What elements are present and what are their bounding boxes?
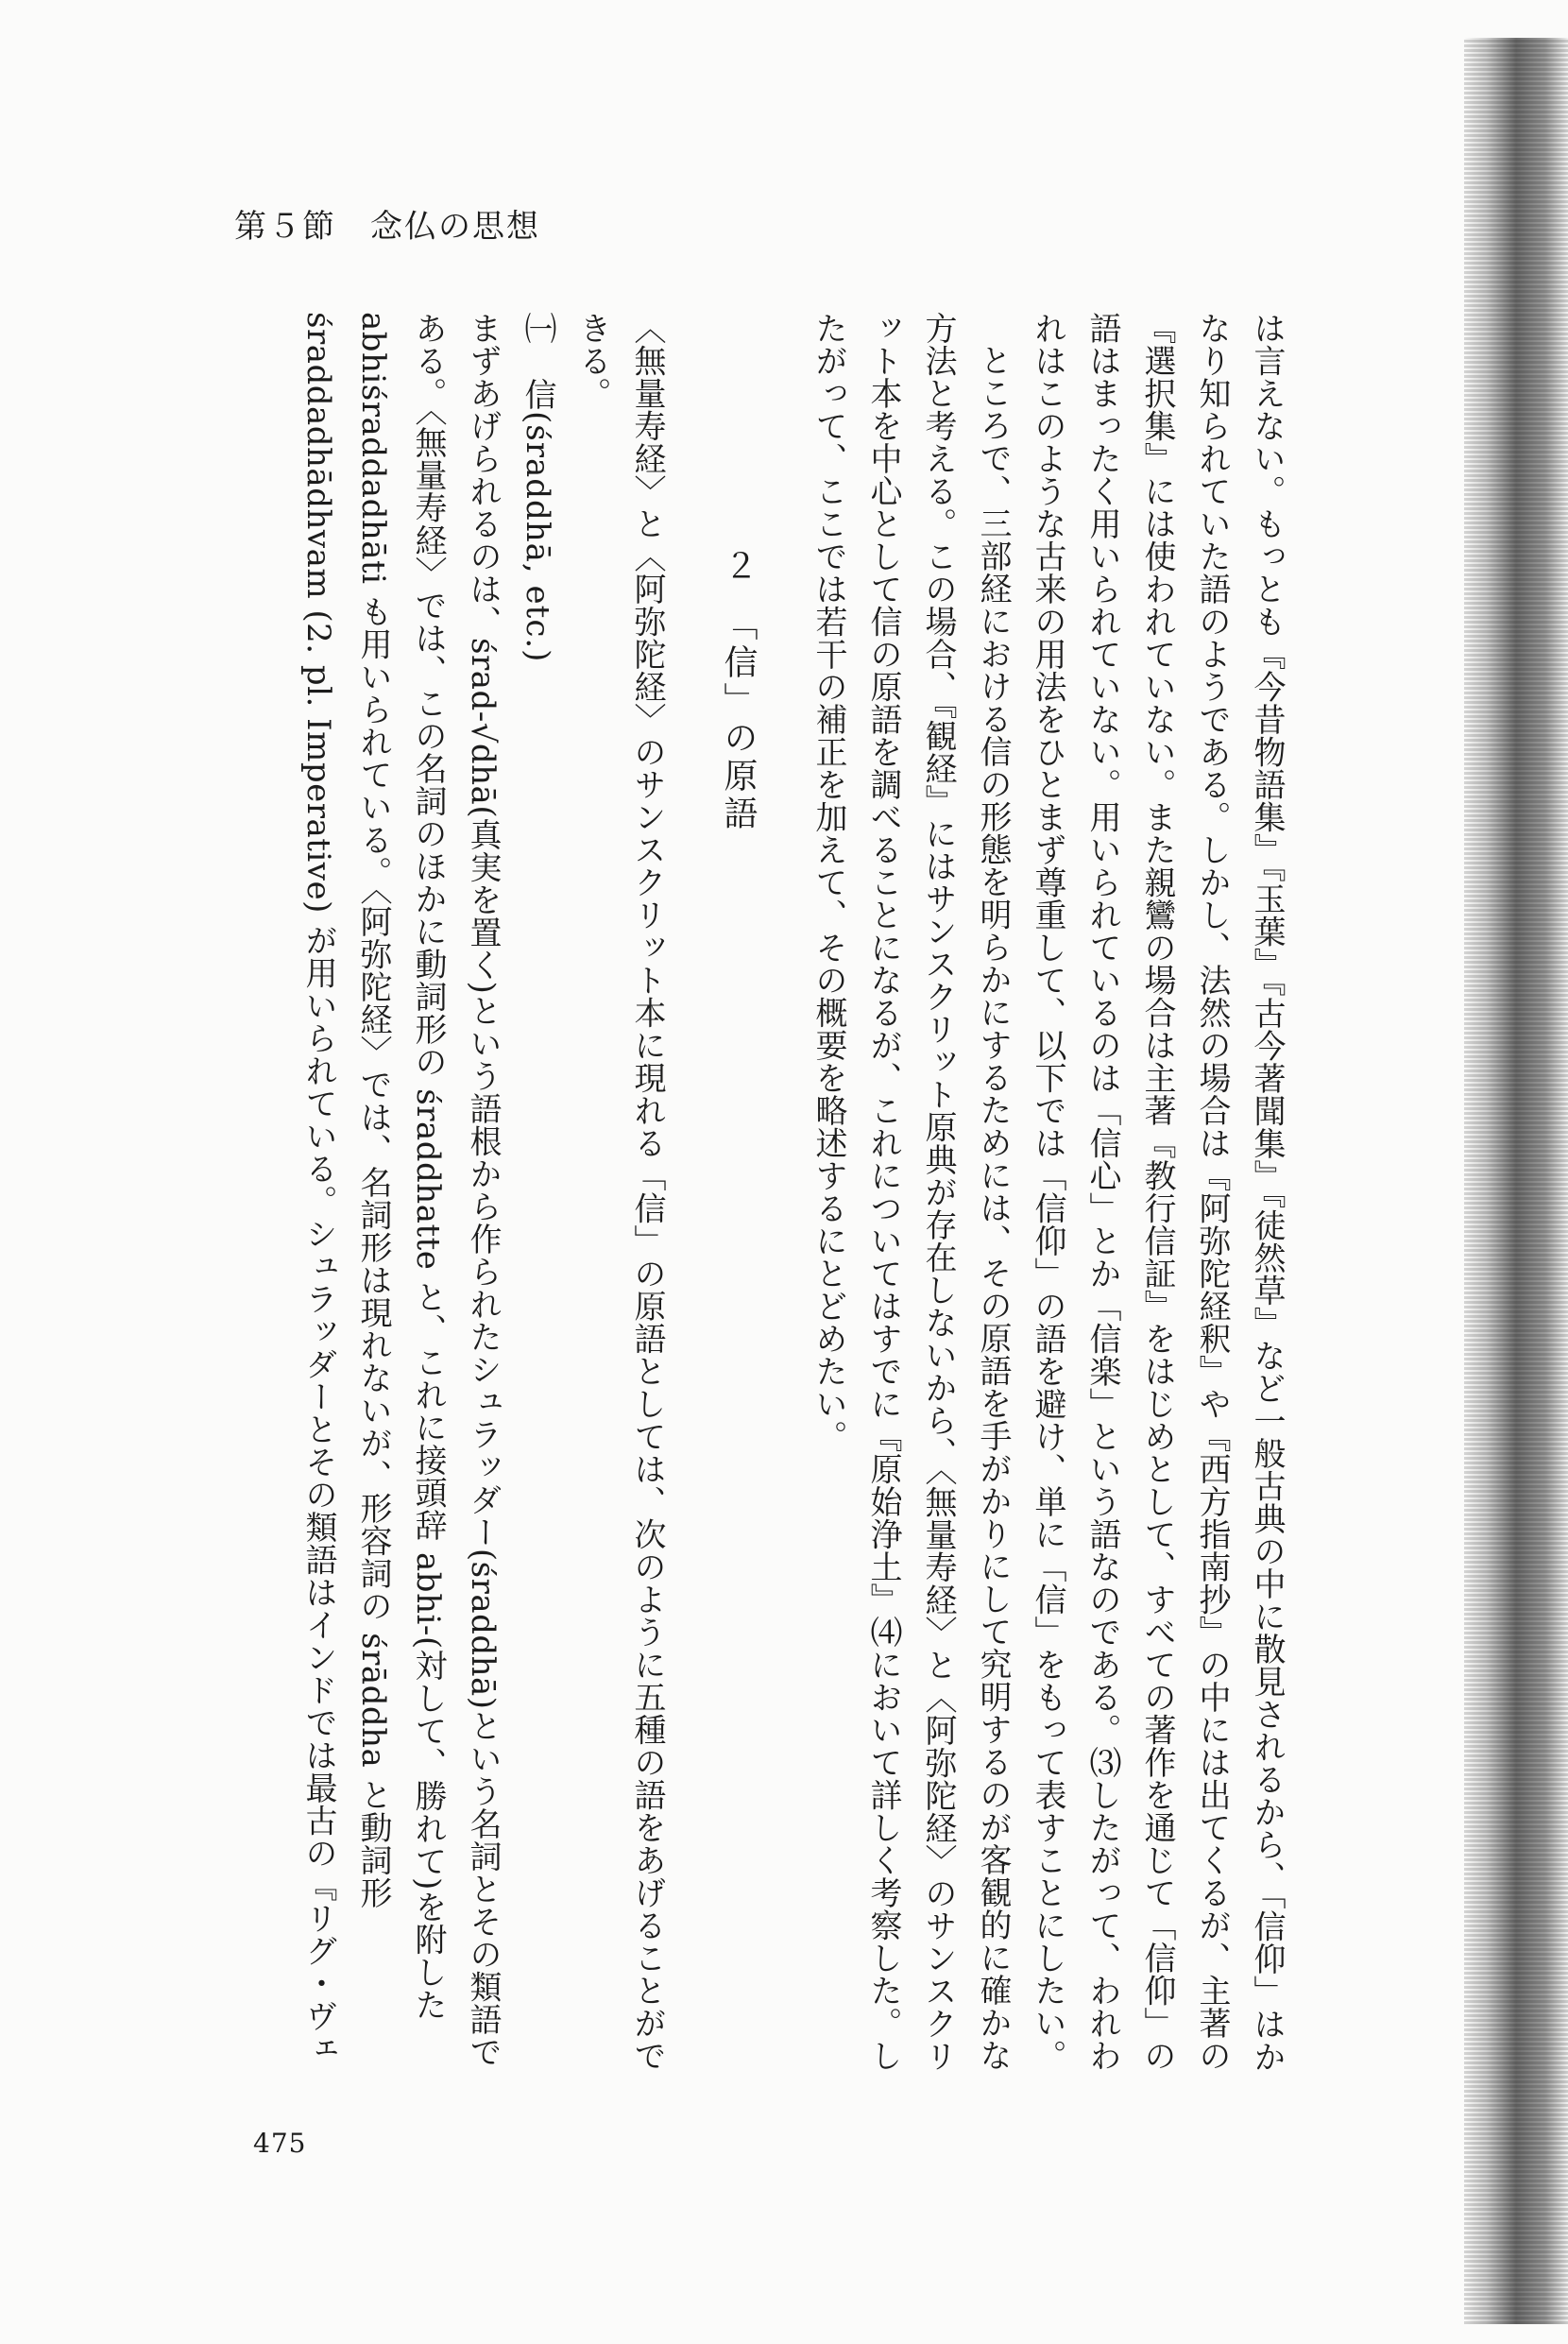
page-number: 475 [253, 2128, 307, 2159]
scan-gutter-shadow [1464, 38, 1568, 2324]
vertical-body-text [291, 312, 1294, 2088]
section-heading: ２ 「信」の原語 [719, 548, 758, 833]
intro-paragraph: 〈無量寿経〉と〈阿弥陀経〉のサンスクリット本に現れる「信」の原語としては、次のように五種の語をあげることができる。 [573, 312, 666, 2072]
subsection-heading: ㈠ 信(śraddhā, etc.) [519, 312, 556, 663]
paragraph: まずあげられるのは、śrad-√dhā(真実を置く)という語根から作られたシュラッダー(śraddhā)という名詞とその類語である。〈無量寿経〉では、この名詞のほかに動詞形の śraddhatte と、これに接頭辞 abhi-(対して、勝れて)を附した abhiśraddadhāti も用いられている。〈阿弥陀経〉では、名詞形は現れないが、形容詞の śrāddha と動詞形 śraddadhādhvam (2. pl. Imperative) が用いられている。シュラッダーとその類語はインドでは最古の『リグ・ヴェ [299, 312, 502, 2069]
running-head: 第５節 念仏の思想 [234, 208, 540, 246]
paragraph: ところで、三部経における信の形態を明らかにするためには、その原語を手がかりにして究明するのが客観的に確かな方法と考える。この場合、『観経』にはサンスクリット原典が存在しないから、〈無量寿経〉と〈阿弥陀経〉のサンスクリット本を中心として信の原語を調べることになるが、これについてはすでに『原始浄土』⑷において詳しく考察した。したがって、ここでは若干の補正を加えて、その概要を略述するにとどめたい。 [810, 312, 1012, 2073]
paragraph: は言えない。もっとも『今昔物語集』『玉葉』『古今著聞集』『徒然草』など一般古典の中に散見されるから、「信仰」はかなり知られていた語のようである。しかし、法然の場合は『阿弥陀経釈』や『西方指南抄』の中には出てくるが、主著の『選択集』には使われていない。また親鸞の場合は主著『教行信証』をはじめとして、すべての著作を通じて「信仰」の語はまったく用いられていない。用いられているのは「信心」とか「信楽」という語なのである。⑶したがって、われわれはこのような古来の用法をひとまず尊重して、以下では「信仰」の語を避け、単に「信」をもって表すことにしたい。 [1029, 312, 1286, 2073]
